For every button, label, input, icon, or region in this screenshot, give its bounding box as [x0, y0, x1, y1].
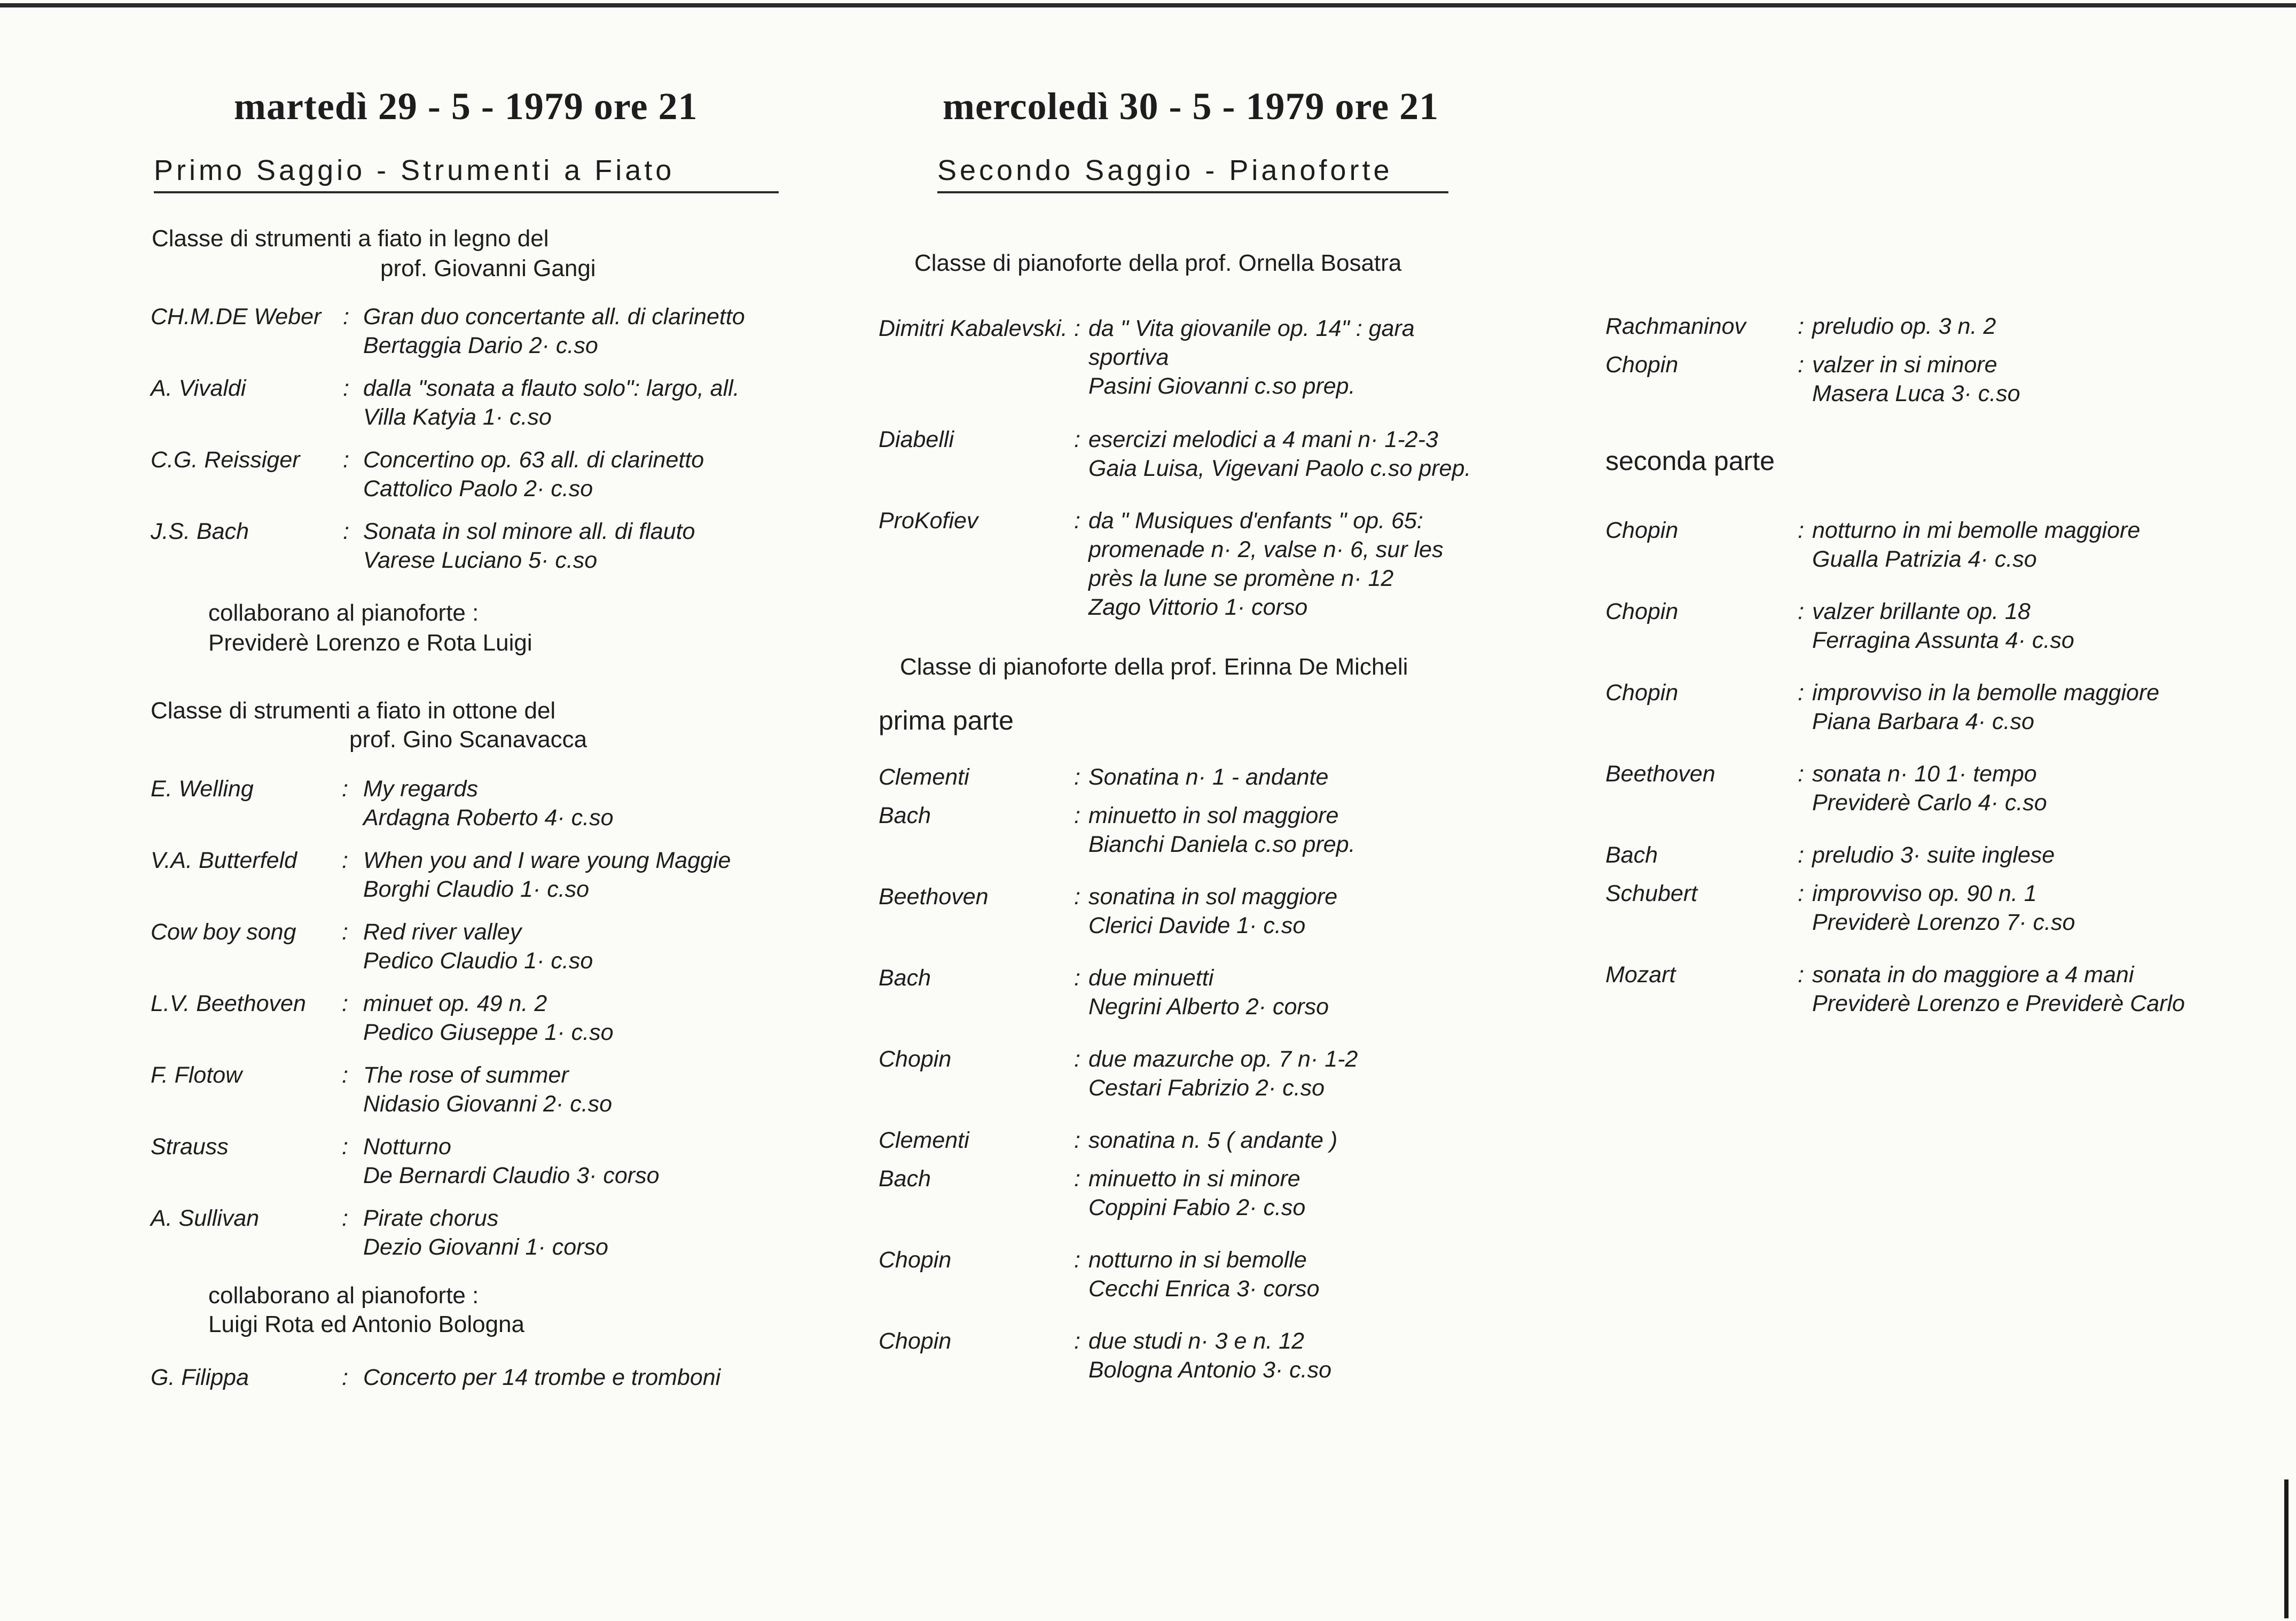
top-border-line	[0, 3, 2296, 7]
composer-name: Chopin	[879, 1328, 952, 1354]
performer-name: Piana Barbara 4· c.so	[1812, 709, 2034, 734]
middle-subtitle: Secondo Saggio - Pianoforte	[937, 154, 1448, 193]
work-title: sonatina in sol maggiore	[1088, 884, 1338, 910]
composer-name: C.G. Reissiger	[151, 447, 300, 473]
separator-colon: :	[343, 519, 349, 544]
separator-colon: :	[342, 776, 348, 802]
composer-name: Beethoven	[1605, 761, 1715, 787]
performer-name: Negrini Alberto 2· corso	[1088, 994, 1329, 1020]
work-title: minuetto in sol maggiore	[1088, 803, 1339, 828]
composer-name: Bach	[879, 965, 931, 991]
middle-class1: Classe di pianoforte della prof. Ornella Bosatra	[914, 250, 1402, 276]
composer-name: Bach	[879, 1166, 931, 1192]
work-title: esercizi melodici a 4 mani n· 1-2-3	[1088, 427, 1438, 452]
composer-name: L.V. Beethoven	[151, 991, 306, 1016]
composer-name: Diabelli	[879, 427, 954, 452]
composer-name: E. Welling	[151, 776, 254, 802]
work-title: dalla "sonata a flauto solo": largo, all.	[363, 375, 740, 401]
composer-name: Chopin	[1605, 352, 1679, 378]
composer-name: Bach	[879, 803, 931, 828]
right-edge-mark	[2284, 1479, 2289, 1618]
composer-name: Chopin	[879, 1247, 952, 1273]
separator-colon: :	[342, 1365, 348, 1390]
separator-colon: :	[1074, 803, 1080, 828]
separator-colon: :	[1074, 1328, 1080, 1354]
work-title: sonatina n. 5 ( andante )	[1088, 1127, 1338, 1153]
separator-colon: :	[342, 991, 348, 1016]
work-title: improvviso op. 90 n. 1	[1812, 881, 2037, 906]
separator-colon: :	[342, 1205, 348, 1231]
performer-name: Ferragina Assunta 4· c.so	[1812, 628, 2074, 653]
left-collab2-line1: collaborano al pianoforte :	[208, 1282, 479, 1309]
work-title: valzer in si minore	[1812, 352, 1997, 378]
work-title: preludio op. 3 n. 2	[1812, 314, 1996, 339]
work-title: My regards	[363, 776, 479, 802]
composer-name: Dimitri Kabalevski.	[879, 316, 1068, 341]
separator-colon: :	[1074, 508, 1080, 534]
separator-colon: :	[1798, 842, 1804, 868]
performer-name: Previderè Carlo 4· c.so	[1812, 790, 2047, 816]
work-title: da " Musiques d'enfants " op. 65:	[1088, 508, 1423, 534]
performer-name: Coppini Fabio 2· c.so	[1088, 1195, 1306, 1220]
performer-name: De Bernardi Claudio 3· corso	[363, 1163, 660, 1188]
work-title: minuetto in si minore	[1088, 1166, 1300, 1192]
performer-name: Borghi Claudio 1· c.so	[363, 876, 590, 902]
work-title: preludio 3· suite inglese	[1812, 842, 2055, 868]
left-collab1-line2: Previderè Lorenzo e Rota Luigi	[208, 630, 532, 656]
work-title: Notturno	[363, 1134, 451, 1160]
composer-name: Schubert	[1605, 881, 1698, 906]
work-title: The rose of summer	[363, 1062, 569, 1088]
separator-colon: :	[342, 848, 348, 873]
work-title: notturno in si bemolle	[1088, 1247, 1307, 1273]
composer-name: V.A. Butterfeld	[151, 848, 297, 873]
composer-name: Mozart	[1605, 962, 1676, 988]
composer-name: F. Flotow	[151, 1062, 242, 1088]
performer-name: Pedico Giuseppe 1· c.so	[363, 1020, 614, 1045]
separator-colon: :	[1798, 599, 1804, 624]
composer-name: A. Vivaldi	[151, 375, 246, 401]
work-title: Sonatina n· 1 - andante	[1088, 764, 1329, 790]
work-title: près la lune se promène n· 12	[1088, 566, 1394, 591]
work-title: sonata n· 10 1· tempo	[1812, 761, 2037, 787]
performer-name: Gualla Patrizia 4· c.so	[1812, 546, 2037, 572]
composer-name: Beethoven	[879, 884, 989, 910]
composer-name: J.S. Bach	[151, 519, 249, 544]
separator-colon: :	[1074, 316, 1080, 341]
performer-name: Pedico Claudio 1· c.so	[363, 948, 593, 974]
left-class1-line1: Classe di strumenti a fiato in legno del	[152, 225, 549, 252]
work-title: due mazurche op. 7 n· 1-2	[1088, 1046, 1358, 1072]
separator-colon: :	[342, 1134, 348, 1160]
performer-name: Masera Luca 3· c.so	[1812, 381, 2020, 406]
performer-name: Bertaggia Dario 2· c.so	[363, 333, 598, 358]
composer-name: Strauss	[151, 1134, 229, 1160]
middle-date-heading: mercoledì 30 - 5 - 1979 ore 21	[943, 85, 1439, 128]
composer-name: Clementi	[879, 764, 969, 790]
composer-name: Rachmaninov	[1605, 314, 1746, 339]
work-title: improvviso in la bemolle maggiore	[1812, 680, 2160, 706]
separator-colon: :	[343, 304, 349, 330]
work-title: sonata in do maggiore a 4 mani	[1812, 962, 2134, 988]
work-title: minuet op. 49 n. 2	[363, 991, 547, 1016]
composer-name: Chopin	[1605, 680, 1679, 706]
work-title: due minuetti	[1088, 965, 1214, 991]
work-title: When you and I ware young Maggie	[363, 848, 731, 873]
separator-colon: :	[1798, 761, 1804, 787]
performer-name: Pasini Giovanni c.so prep.	[1088, 373, 1355, 399]
left-date-heading: martedì 29 - 5 - 1979 ore 21	[234, 85, 698, 128]
separator-colon: :	[1074, 764, 1080, 790]
separator-colon: :	[1798, 962, 1804, 988]
separator-colon: :	[1074, 884, 1080, 910]
composer-name: Chopin	[879, 1046, 952, 1072]
separator-colon: :	[1074, 1247, 1080, 1273]
separator-colon: :	[1074, 427, 1080, 452]
performer-name: Nidasio Giovanni 2· c.so	[363, 1091, 613, 1117]
performer-name: Previderè Lorenzo 7· c.so	[1812, 910, 2075, 935]
composer-name: G. Filippa	[151, 1365, 249, 1390]
middle-part1-heading: prima parte	[879, 706, 1014, 735]
performer-name: Gaia Luisa, Vigevani Paolo c.so prep.	[1088, 456, 1471, 481]
work-title: Sonata in sol minore all. di flauto	[363, 519, 695, 544]
separator-colon: :	[1798, 518, 1804, 543]
separator-colon: :	[1798, 881, 1804, 906]
left-collab2-line2: Luigi Rota ed Antonio Bologna	[208, 1311, 525, 1337]
performer-name: Bologna Antonio 3· c.so	[1088, 1357, 1331, 1383]
composer-name: CH.M.DE Weber	[151, 304, 322, 330]
work-title: due studi n· 3 e n. 12	[1088, 1328, 1305, 1354]
work-title: Gran duo concertante all. di clarinetto	[363, 304, 745, 330]
performer-name: Villa Katyia 1· c.so	[363, 404, 552, 430]
left-collab1-line1: collaborano al pianoforte :	[208, 600, 479, 626]
work-title: da " Vita giovanile op. 14" : gara	[1088, 316, 1415, 341]
work-title: Red river valley	[363, 919, 522, 945]
performer-name: Bianchi Daniela c.so prep.	[1088, 832, 1355, 857]
performer-name: Clerici Davide 1· c.so	[1088, 913, 1306, 938]
composer-name: A. Sullivan	[151, 1205, 260, 1231]
separator-colon: :	[343, 447, 349, 473]
performer-name: Cattolico Paolo 2· c.so	[363, 476, 593, 502]
work-title: Pirate chorus	[363, 1205, 499, 1231]
performer-name: Varese Luciano 5· c.so	[363, 547, 598, 573]
composer-name: Chopin	[1605, 599, 1679, 624]
performer-name: Ardagna Roberto 4· c.so	[363, 805, 614, 831]
left-class1-line2: prof. Giovanni Gangi	[380, 255, 596, 281]
left-class2-line2: prof. Gino Scanavacca	[349, 726, 587, 753]
separator-colon: :	[1798, 352, 1804, 378]
work-title: Concertino op. 63 all. di clarinetto	[363, 447, 704, 473]
separator-colon: :	[342, 919, 348, 945]
work-title: notturno in mi bemolle maggiore	[1812, 518, 2141, 543]
composer-name: Cow boy song	[151, 919, 296, 945]
separator-colon: :	[343, 375, 349, 401]
separator-colon: :	[1074, 1127, 1080, 1153]
separator-colon: :	[1074, 965, 1080, 991]
performer-name: Zago Vittorio 1· corso	[1088, 594, 1308, 620]
work-title: valzer brillante op. 18	[1812, 599, 2031, 624]
work-title: sportiva	[1088, 344, 1169, 370]
separator-colon: :	[1798, 314, 1804, 339]
composer-name: Chopin	[1605, 518, 1679, 543]
separator-colon: :	[1074, 1166, 1080, 1192]
performer-name: Cecchi Enrica 3· corso	[1088, 1276, 1320, 1302]
performer-name: Cestari Fabrizio 2· c.so	[1088, 1075, 1325, 1101]
separator-colon: :	[342, 1062, 348, 1088]
work-title: Concerto per 14 trombe e tromboni	[363, 1365, 721, 1390]
composer-name: Clementi	[879, 1127, 969, 1153]
composer-name: Bach	[1605, 842, 1658, 868]
left-class2-line1: Classe di strumenti a fiato in ottone del	[151, 698, 556, 724]
separator-colon: :	[1074, 1046, 1080, 1072]
work-title: promenade n· 2, valse n· 6, sur les	[1088, 537, 1444, 562]
performer-name: Previderè Lorenzo e Previderè Carlo	[1812, 991, 2185, 1016]
left-subtitle: Primo Saggio - Strumenti a Fiato	[154, 154, 779, 193]
composer-name: ProKofiev	[879, 508, 978, 534]
separator-colon: :	[1798, 680, 1804, 706]
performer-name: Dezio Giovanni 1· corso	[363, 1234, 608, 1260]
right-part2-heading: seconda parte	[1605, 446, 1775, 476]
middle-class2: Classe di pianoforte della prof. Erinna De Micheli	[900, 654, 1408, 680]
